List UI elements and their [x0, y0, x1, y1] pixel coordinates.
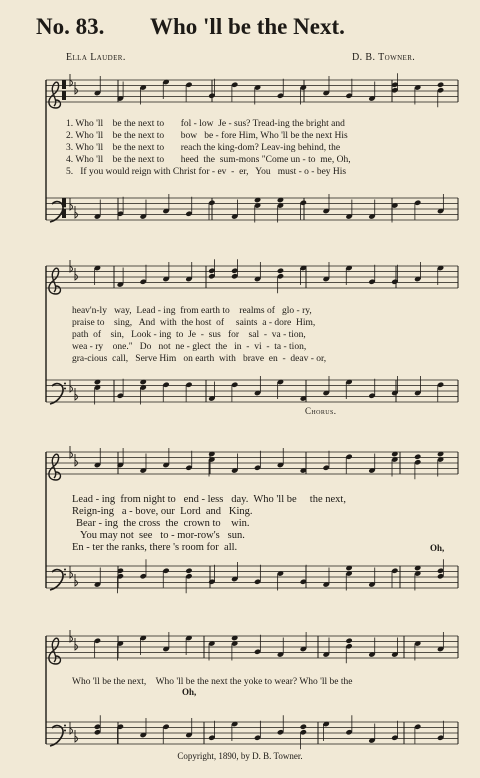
time-signature-mark [62, 80, 66, 89]
bass-clef-icon [50, 202, 63, 222]
clef-dot [64, 383, 66, 385]
time-signature-mark [62, 209, 66, 218]
verse-line: En - ter the ranks, there 's room for all. [72, 542, 238, 553]
treble-clef-icon [49, 454, 61, 480]
system4-lyric: Who 'll be the next, Who 'll be the next the yoke to wear? Who 'll be the [72, 677, 353, 687]
chorus-label: Chorus. [305, 406, 337, 416]
flat-icon [75, 268, 78, 280]
note-head [345, 638, 352, 644]
flat-icon [75, 388, 78, 400]
verse-line: 3. Who 'll be the next to reach the king-dom? Leav-ing behind, the [66, 143, 341, 153]
clef-dot [64, 574, 66, 576]
bass-clef-icon [50, 384, 63, 404]
flat-icon [70, 566, 73, 578]
lyricist-credit: Ella Lauder. [66, 52, 126, 63]
flat-icon [70, 380, 73, 392]
flat-icon [75, 454, 78, 466]
verse-line: gra-cious call, Serve Him on earth with brave en - deav - or, [72, 354, 327, 364]
flat-icon [75, 638, 78, 650]
treble-clef-icon [49, 268, 61, 294]
treble-clef-icon [49, 638, 61, 664]
copyright-notice: Copyright, 1890, by D. B. Towner. [177, 751, 303, 761]
verse-line: Lead - ing from night to end - less day. Who 'll be the next, [72, 494, 346, 505]
verse-line: 2. Who 'll be the next to bow be - fore Him, Who 'll be the next His [66, 131, 348, 141]
note-head [300, 724, 307, 730]
verse-line: wea - ry one." Do not ne - glect the in - vi - ta - tion, [72, 342, 307, 352]
verse-line: 4. Who 'll be the next to heed the sum-mons "Come un - to me, Oh, [66, 155, 351, 165]
flat-icon [70, 722, 73, 734]
verse-line: heav'n-ly way, Lead - ing from earth to realms of glo - ry, [72, 306, 312, 316]
verse-line: You may not see to - mor-row's sun. [80, 530, 245, 541]
oh-marking: Oh, [182, 687, 197, 697]
clef-dot [64, 388, 66, 390]
time-signature-mark [62, 91, 66, 100]
note-head [414, 454, 421, 460]
verse-line: praise to sing, And with the host of saints a - dore Him, [72, 318, 316, 328]
hymn-number: No. 83. [36, 14, 105, 39]
verse-line: 1. Who 'll be the next to fol - low Je - sus? Tread-ing the bright and [66, 119, 345, 129]
time-signature-mark [62, 198, 66, 207]
flat-icon [75, 730, 78, 742]
flat-icon [70, 198, 73, 210]
verse-line: 5. If you would reign with Christ for - ev - er, You must - o - bey His [66, 167, 347, 177]
bass-clef-icon [50, 726, 63, 746]
hymn-title: Who 'll be the Next. [150, 14, 345, 39]
verse-line: Reign-ing a - bove, our Lord and King. [72, 506, 253, 517]
note-head [437, 82, 444, 88]
flat-icon [75, 82, 78, 94]
oh-marking: Oh, [430, 543, 445, 553]
flat-icon [75, 206, 78, 218]
note-head [185, 568, 192, 574]
verse-line: path of sin, Look - ing to Je - sus for sal - va - tion, [72, 330, 306, 340]
flat-icon [75, 574, 78, 586]
note-head [277, 268, 284, 274]
clef-dot [64, 730, 66, 732]
verse-line: Bear - ing the cross the crown to win. [76, 518, 250, 529]
clef-dot [64, 725, 66, 727]
bass-clef-icon [50, 570, 63, 590]
composer-credit: D. B. Towner. [352, 52, 416, 63]
treble-clef-icon [49, 82, 61, 108]
clef-dot [64, 569, 66, 571]
